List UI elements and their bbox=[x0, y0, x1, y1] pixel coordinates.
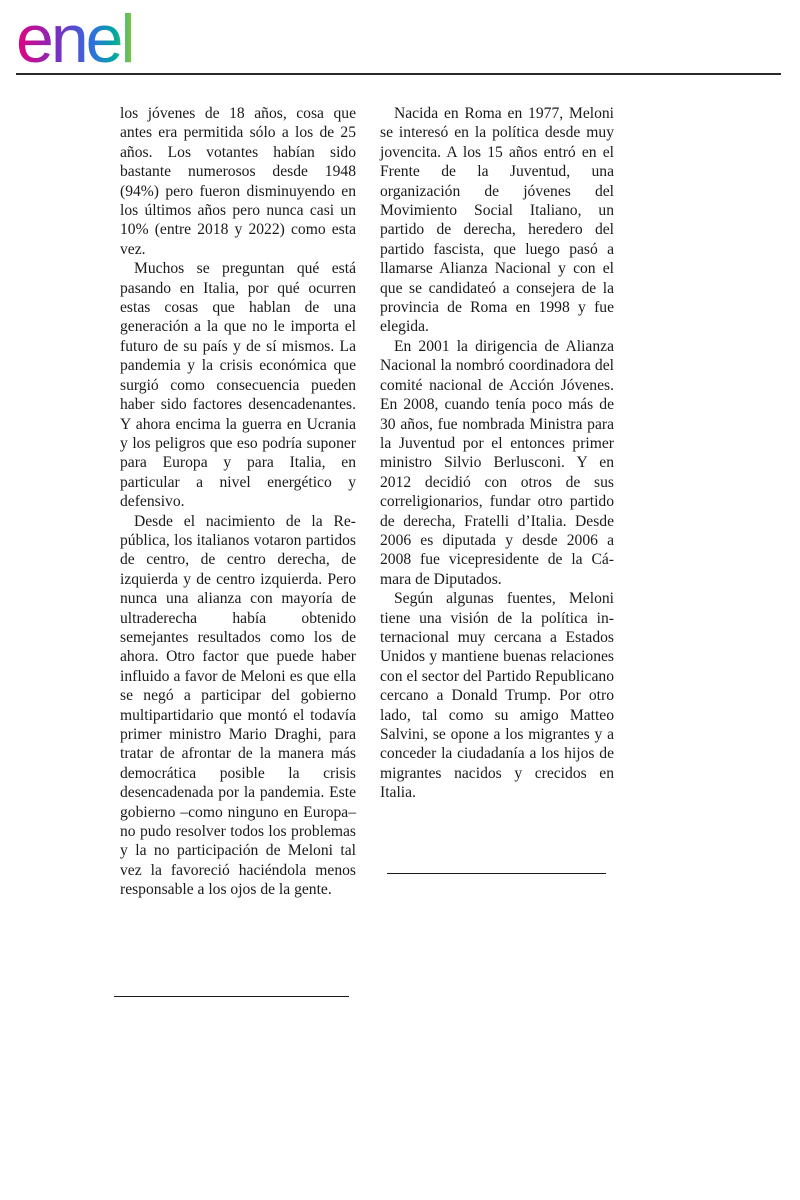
svg-text:enel: enel bbox=[16, 2, 133, 72]
enel-logo bbox=[14, 2, 184, 72]
article-column-right bbox=[380, 104, 614, 803]
article-column-left bbox=[120, 104, 356, 900]
article-paragraph: los jóvenes de 18 años, cosa que antes era permitida sólo a los de 25 años. Los votantes habían sido bastante numerosos desde 1948 (94%) pero fueron disminuyendo en los últimos años pero nunca casi un 10% (entre 2018 y 2022) como esta vez. bbox=[120, 105, 356, 258]
article-paragraph: En 2001 la dirigencia de Alianza Nacional la nombró coordinadora del comité nacional de Acción Jóvenes. En 2008, cuando tenía poco más de 30 años, fue nombrada Ministra para la Juventud por el entonces primer ministro Silvio Berlusconi. Y en 2012 decidió con otros de sus correligionarios, fundar otro partido de derecha, Fratelli d’Italia. Desde 2006 es diputada y desde 2006 a 2008 fue vicepresidente de la Cámara de Diputados. bbox=[380, 337, 614, 588]
header-rule bbox=[16, 73, 781, 75]
article-paragraph: Nacida en Roma en 1977, Meloni se interesó en la política desde muy jovencita. A los 15 años entró en el Frente de la Juventud, una organización de jóvenes del Movimiento Social Italiano, un partido de derecha, heredero del partido fascista, que luego pasó a llamarse Alianza Nacional y con el que se candidateó a consejera de la provincia de Roma en 1998 y fue elegida. bbox=[380, 105, 614, 336]
column-end-rule-left bbox=[114, 996, 349, 997]
column-end-rule-right bbox=[387, 873, 606, 874]
article-paragraph: Muchos se preguntan qué está pasando en Italia, por qué ocurren estas cosas que hablan de una generación a la que no le importa el futuro de su país y de sí mismos. La pandemia y la crisis económica que surgió como consecuencia pueden haber sido factores desencadenantes. Y ahora encima la guerra en Ucrania y los peligros que eso podría suponer para Europa y para Italia, en particular a nivel energético y defensivo. bbox=[120, 260, 356, 511]
article-paragraph: Desde el nacimiento de la República, los italianos votaron partidos de centro, de centro derecha, de izquierda y de centro izquierda. Pero nunca una alianza con mayoría de ultraderecha había obtenido semejantes resultados como los de ahora. Otro factor que puede haber influido a favor de Meloni es que ella se negó a participar del gobierno multipartidario que montó el todavía primer ministro Mario Draghi, para tratar de afrontar de la manera más democrática posible la crisis desencadenada por la pandemia. Este gobierno –como ninguno en Europa– no pudo resolver todos los problemas y la no participación de Meloni tal vez la favoreció haciéndola menos responsable a los ojos de la gente. bbox=[120, 512, 356, 899]
article-paragraph: Según algunas fuentes, Meloni tiene una visión de la política internacional muy cercana a Estados Unidos y mantiene buenas relaciones con el sector del Partido Republicano cercano a Donald Trump. Por otro lado, tal como su amigo Matteo Salvini, se opone a los migrantes y a conceder la ciudadanía a los hijos de migrantes nacidos y crecidos en Italia. bbox=[380, 590, 614, 802]
